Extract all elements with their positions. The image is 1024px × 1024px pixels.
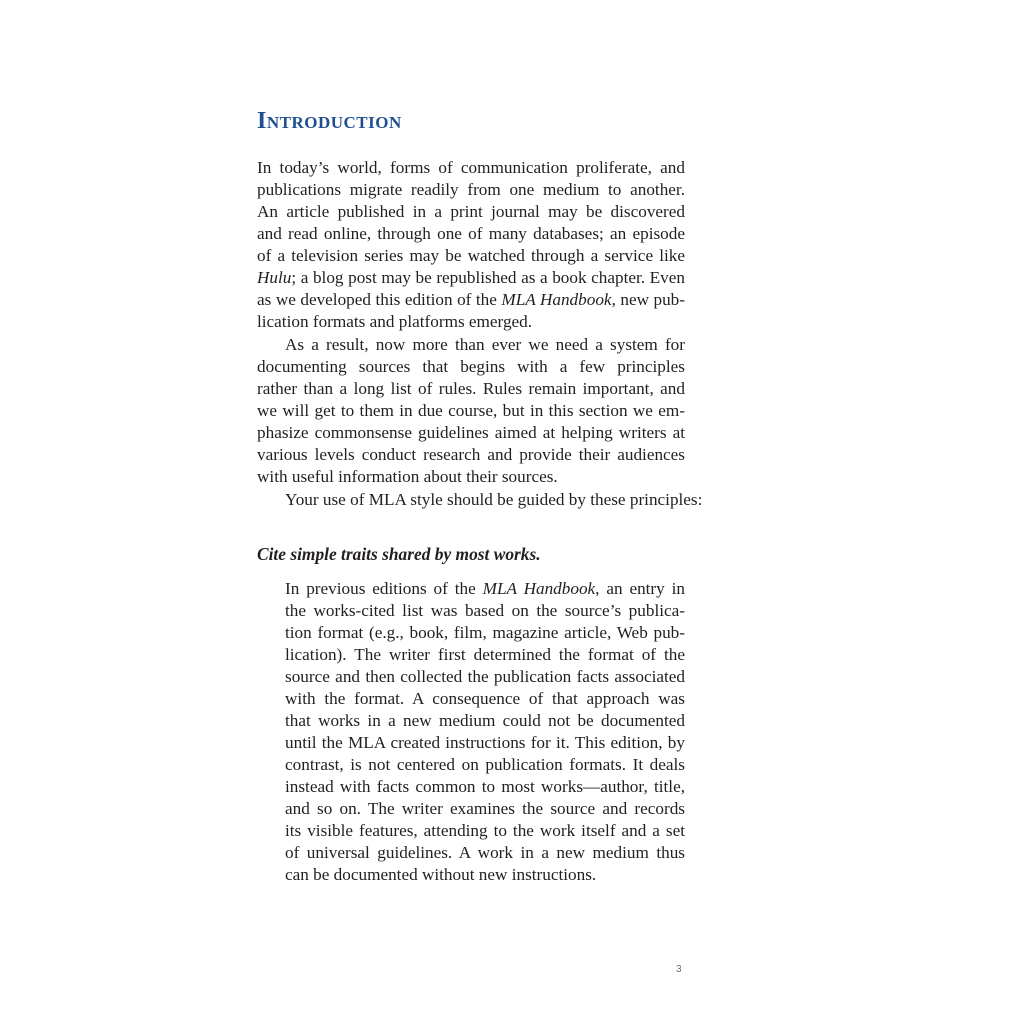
text-span: as we developed this edition of the <box>257 290 502 309</box>
text-line: with useful information about their sources. <box>257 467 558 486</box>
text-span: , an entry in <box>595 579 685 598</box>
italic-title-hulu: Hulu <box>257 268 292 287</box>
text-line: various levels conduct research and provide their audiences <box>257 445 685 464</box>
text-span: , new pub- <box>611 290 686 309</box>
text-line: with the format. A consequence of that approach was <box>285 689 685 708</box>
text-line <box>257 267 685 289</box>
text-line: of universal guidelines. A work in a new medium thus <box>285 843 685 862</box>
italic-title-mla-handbook: MLA Handbook <box>482 579 596 598</box>
text-line <box>257 289 685 311</box>
italic-title-mla-handbook: MLA Handbook <box>501 290 612 309</box>
text-line: An article published in a print journal may be discovered <box>257 202 685 221</box>
intro-paragraph-3: Your use of MLA style should be guided by these principles: <box>285 490 703 509</box>
principle-heading: Cite simple traits shared by most works. <box>257 544 541 564</box>
text-line: the works-cited list was based on the source’s publica- <box>285 601 685 620</box>
text-line: lication). The writer first determined the format of the <box>285 645 685 664</box>
text-line: lication formats and platforms emerged. <box>257 312 533 331</box>
text-line: and so on. The writer examines the source and records <box>285 799 685 818</box>
text-line: until the MLA created instructions for it. This edition, by <box>285 733 685 752</box>
text-line: source and then collected the publication facts associated <box>285 667 685 686</box>
text-line: In today’s world, forms of communication proliferate, and <box>257 158 685 177</box>
text-line: of a television series may be watched through a service like <box>257 246 685 265</box>
text-line: and read online, through one of many databases; an episode <box>257 224 685 243</box>
page-number: 3 <box>676 964 682 975</box>
text-line: that works in a new medium could not be documented <box>285 711 685 730</box>
text-line: we will get to them in due course, but in this section we em- <box>257 401 685 420</box>
text-line: can be documented without new instructions. <box>285 865 597 884</box>
text-line <box>285 578 685 600</box>
text-line: its visible features, attending to the work itself and a set <box>285 821 685 840</box>
text-line: tion format (e.g., book, film, magazine article, Web pub- <box>285 623 685 642</box>
text-line: rather than a long list of rules. Rules remain important, and <box>257 379 685 398</box>
text-span: ; a blog post may be republished as a book chapter. Even <box>291 268 685 287</box>
text-line: phasize commonsense guidelines aimed at helping writers at <box>257 423 685 442</box>
text-span: In previous editions of the <box>285 579 483 598</box>
text-line: publications migrate readily from one medium to another. <box>257 180 685 199</box>
text-line: documenting sources that begins with a few principles <box>257 357 685 376</box>
text-line: contrast, is not centered on publication formats. It deals <box>285 755 685 774</box>
text-line: instead with facts common to most works—author, title, <box>285 777 685 796</box>
text-line: As a result, now more than ever we need a system for <box>285 335 685 354</box>
section-heading: Introduction <box>257 108 402 134</box>
